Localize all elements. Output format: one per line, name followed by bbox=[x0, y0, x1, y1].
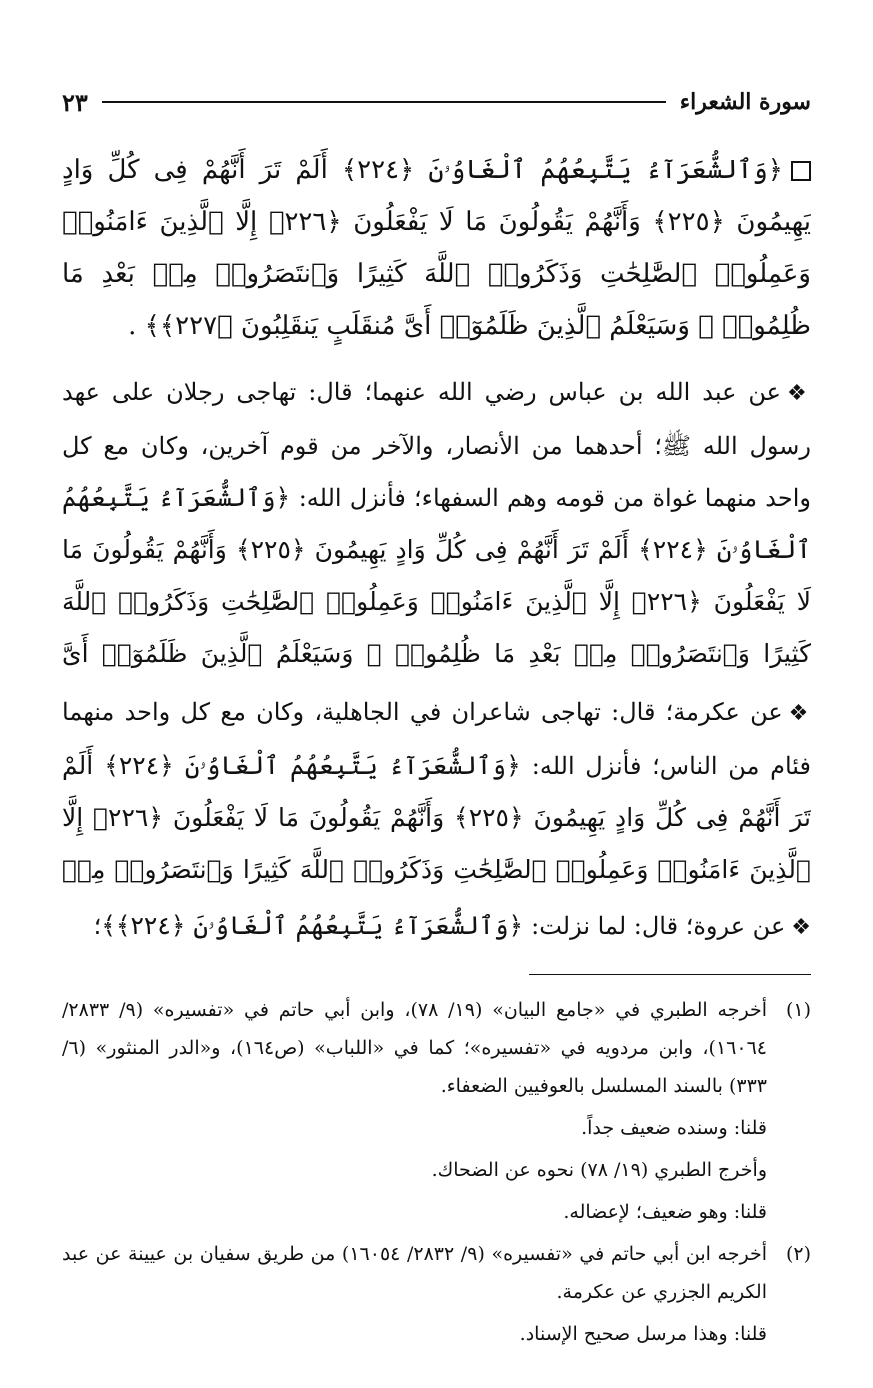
footnote-text: أخرجه ابن أبي حاتم في «تفسيره» (٩/ ٢٨٣٢/ ١٦٠٥٤) من طريق سفيان بن عيينة عن عبد الكريم الجزري عن عكرمة. bbox=[62, 1243, 767, 1303]
footnote-comment: قلنا: وهذا مرسل صحيح الإسناد. bbox=[519, 1323, 767, 1345]
footnote-text: أخرجه الطبري في «جامع البيان» (١٩/ ٧٨)، وابن أبي حاتم في «تفسيره» (٩/ ٢٨٣٣/ ١٦٠٦٤)، وابن مردويه في «تفسيره»؛ كما في «اللباب» (ص١٦٤)، و«الدر المنثور» (٦/ ٣٣٣) بالسند المسلسل بالعوفيين الضعفاء. bbox=[62, 999, 767, 1097]
narration-lead: عن عروة؛ قال: لما نزلت: bbox=[531, 912, 786, 940]
narration-paragraph bbox=[62, 900, 811, 952]
quran-verse-block bbox=[62, 144, 811, 360]
ornament-star-icon: ❖ bbox=[791, 915, 811, 940]
narration-end: ؛ bbox=[93, 912, 102, 940]
footnote-number: (١) bbox=[785, 999, 811, 1021]
narration-lead: عن عكرمة؛ قال: تهاجى شاعران في الجاهلية، وكان مع كل واحد منهما فئام من الناس؛ فأنزل الله: bbox=[62, 698, 811, 780]
page-body bbox=[62, 144, 811, 1353]
footnote-comment: وأخرج الطبري (١٩/ ٧٨) نحوه عن الضحاك. bbox=[431, 1159, 767, 1181]
narration-quran: ﴿وَٱلشُّعَرَآءُ يَتَّبِعُهُمُ ٱلْغَاوُۥنَ ﴿٢٢٤﴾ أَلَمْ تَرَ أَنَّهُمْ فِى كُلِّ وَادٍ يَهِيمُونَ ﴿٢٢٥﴾ وَأَنَّهُمْ يَقُولُونَ مَا لَا يَفْعَلُونَ ﴿٢٢٦﴾ إِلَّا ٱلَّذِينَ ءَامَنُوا۟ وَعَمِلُوا۟ ٱلصَّٰلِحَٰتِ وَذَكَرُوا۟ ٱللَّهَ كَثِيرًا وَٱنتَصَرُوا۟ مِنۢ بَعْدِ مَا ظُلِمُوا۟ ۗ وَسَيَعْلَمُ ٱلَّذِينَ ظَلَمُوٓا۟ أَىَّ bbox=[62, 483, 811, 668]
narration-quran: ﴿وَٱلشُّعَرَآءُ يَتَّبِعُهُمُ ٱلْغَاوُۥنَ ﴿٢٢٤﴾﴾ bbox=[101, 911, 532, 940]
verse-text: ﴿وَٱلشُّعَرَآءُ يَتَّبِعُهُمُ ٱلْغَاوُۥنَ ﴿٢٢٤﴾ أَلَمْ تَرَ أَنَّهُمْ فِى كُلِّ وَادٍ يَهِيمُونَ ﴿٢٢٥﴾ وَأَنَّهُمْ يَقُولُونَ مَا لَا يَفْعَلُونَ ﴿٢٢٦﴾ إِلَّا ٱلَّذِينَ ءَامَنُوا۟ وَعَمِلُوا۟ ٱلصَّٰلِحَٰتِ وَذَكَرُوا۟ ٱللَّهَ كَثِيرًا وَٱنتَصَرُوا۟ مِنۢ بَعْدِ مَا ظُلِمُوا۟ ۗ وَسَيَعْلَمُ ٱلَّذِينَ ظَلَمُوٓا۟ أَىَّ مُنقَلَبٍ يَنقَلِبُونَ ﴿٢٢٧﴾﴾ . bbox=[62, 155, 811, 341]
square-marker-icon bbox=[791, 161, 811, 181]
page-number: ٢٣ bbox=[62, 87, 88, 117]
footnote-divider bbox=[529, 974, 811, 975]
narration-paragraph bbox=[62, 686, 811, 894]
ornament-star-icon: ❖ bbox=[788, 701, 811, 726]
narration-paragraph bbox=[62, 366, 811, 680]
footnote bbox=[62, 1235, 811, 1311]
page-header bbox=[62, 80, 811, 124]
header-rule bbox=[102, 101, 666, 103]
narration-quran: ﴿وَٱلشُّعَرَآءُ يَتَّبِعُهُمُ ٱلْغَاوُۥنَ ﴿٢٢٤﴾ أَلَمْ تَرَ أَنَّهُمْ فِى كُلِّ وَادٍ يَهِيمُونَ ﴿٢٢٥﴾ وَأَنَّهُمْ يَقُولُونَ مَا لَا يَفْعَلُونَ ﴿٢٢٦﴾ إِلَّا ٱلَّذِينَ ءَامَنُوا۟ وَعَمِلُوا۟ ٱلصَّٰلِحَٰتِ وَذَكَرُوا۟ ٱللَّهَ كَثِيرًا وَٱنتَصَرُوا۟ مِنۢ bbox=[62, 751, 811, 884]
footnote-number: (٢) bbox=[785, 1243, 811, 1265]
narration-lead: عن عبد الله بن عباس رضي الله عنهما؛ قال: تهاجى رجلان على عهد رسول الله ﷺ؛ أحدهما من الأنصار، والآخر من قوم آخرين، وكان مع كل واحد منهما غواة من قومه وهم السفهاء؛ فأنزل الله: bbox=[62, 378, 811, 512]
footnote-comment: قلنا: وهو ضعيف؛ لإعضاله. bbox=[563, 1201, 767, 1223]
footnote bbox=[62, 991, 811, 1105]
footnotes bbox=[62, 991, 811, 1353]
ornament-star-icon: ❖ bbox=[786, 381, 811, 406]
surah-title: سورة الشعراء bbox=[679, 89, 811, 115]
footnote-comment: قلنا: وسنده ضعيف جداً. bbox=[581, 1117, 767, 1139]
